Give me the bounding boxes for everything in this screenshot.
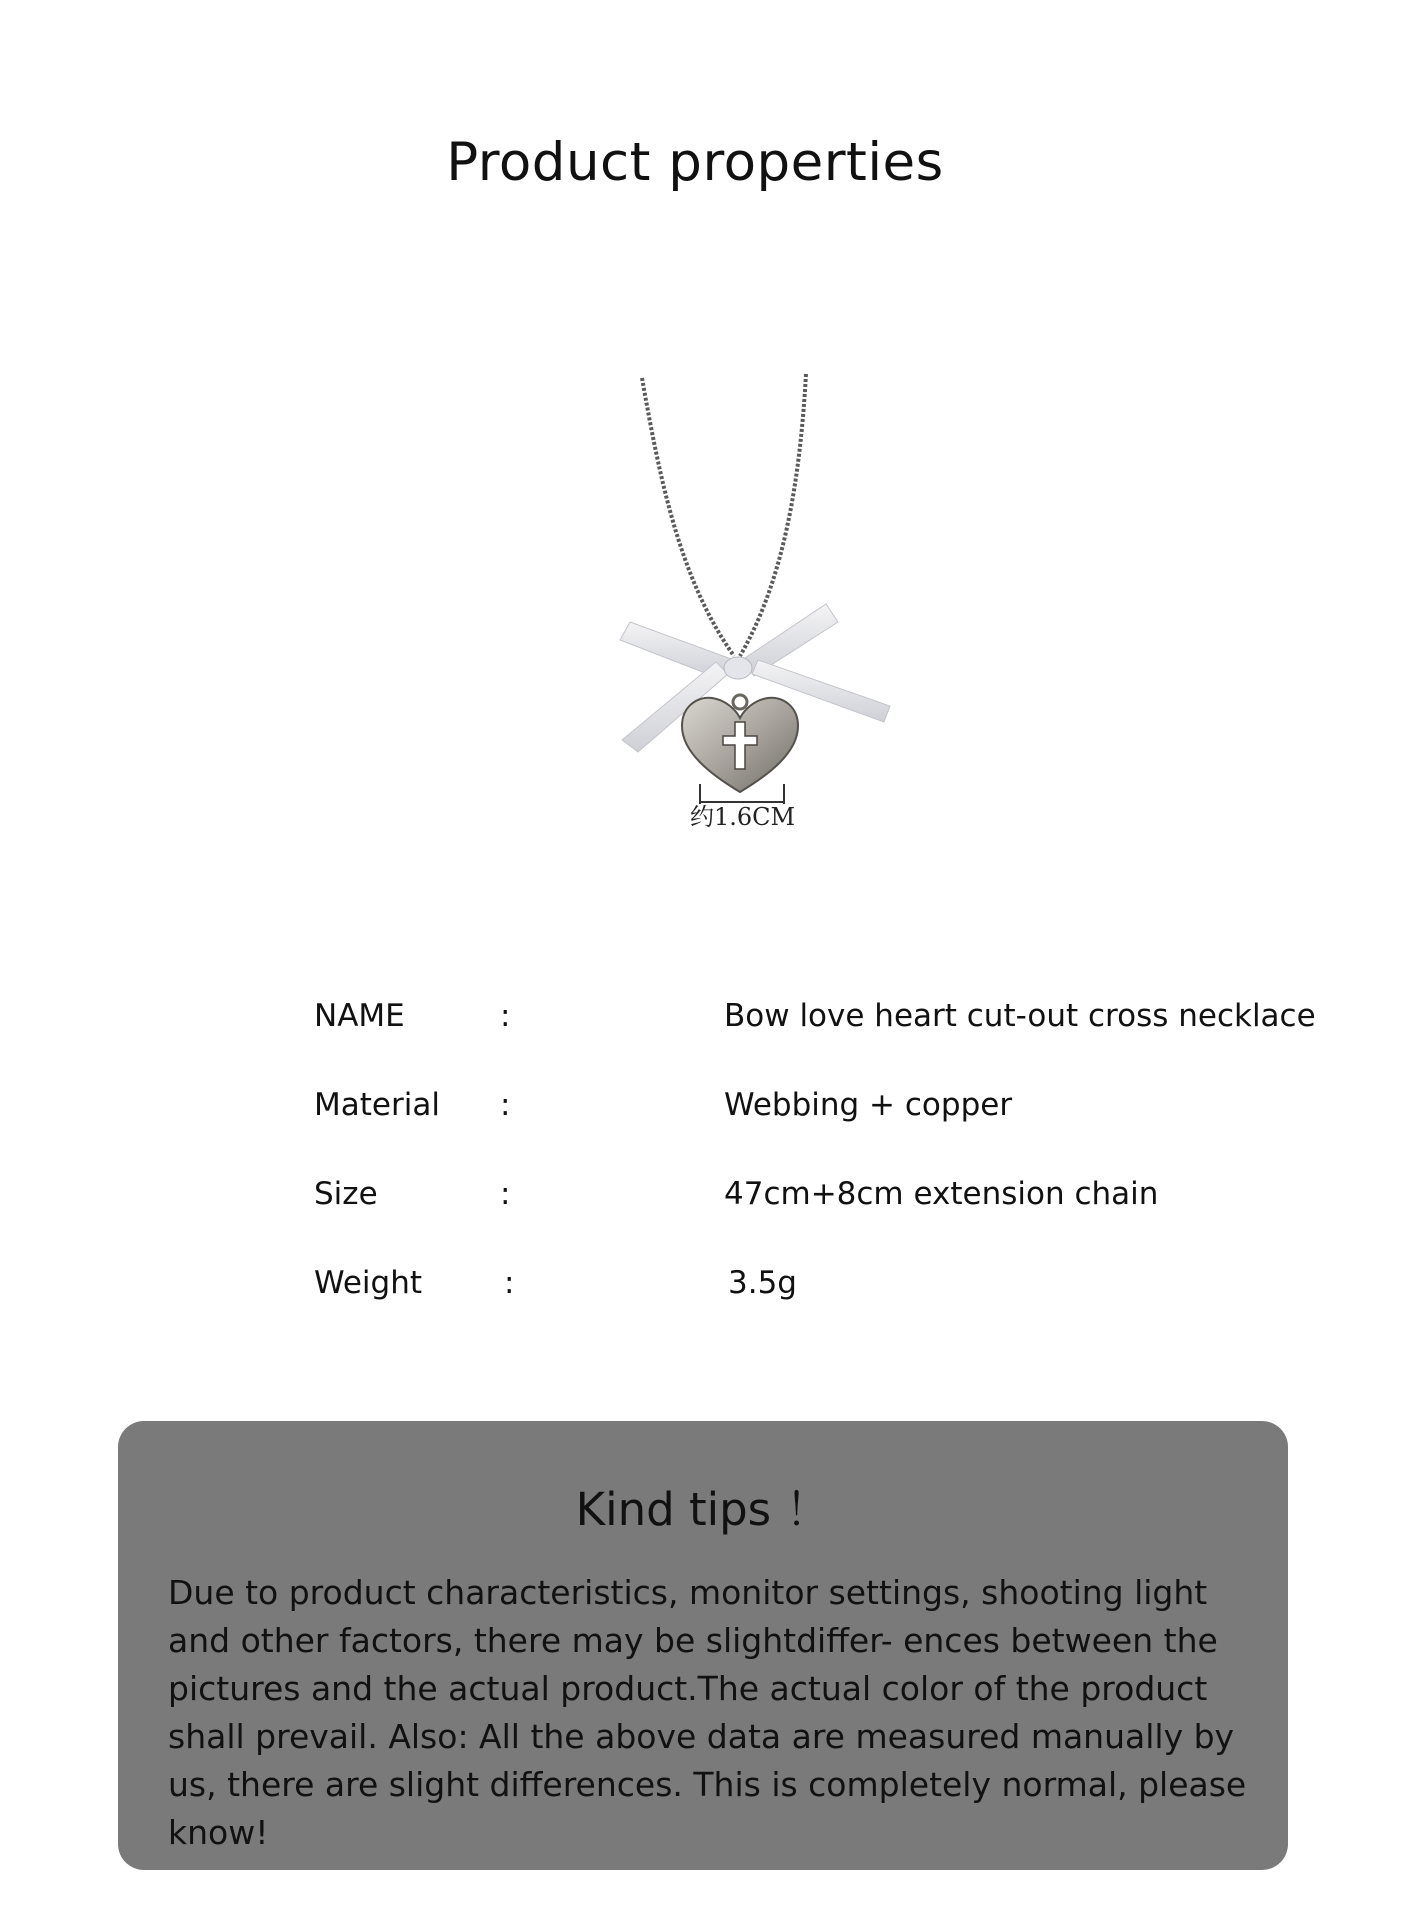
- necklace-product-image: [600, 360, 920, 840]
- heart-pendant: [682, 695, 798, 792]
- property-value: Bow love heart cut-out cross necklace: [724, 998, 1316, 1034]
- property-label: Material: [314, 1087, 440, 1123]
- property-label: Weight: [314, 1265, 423, 1301]
- property-separator: :: [500, 998, 511, 1034]
- property-separator: :: [504, 1265, 515, 1301]
- property-row-weight: [0, 1261, 1421, 1305]
- property-row-material: [0, 1083, 1421, 1127]
- property-separator: :: [500, 1176, 511, 1212]
- property-label: NAME: [314, 998, 405, 1034]
- property-separator: :: [500, 1087, 511, 1123]
- tips-body: Due to product characteristics, monitor settings, shooting light and other factors, there may be slightdiffer- ences between the pictures and the actual product.The actual color of the product shall prevail. Also: All the above data are measured manually by us, there are slight differences. This is completely normal, please know!: [168, 1573, 1247, 1852]
- property-value: Webbing + copper: [724, 1087, 1013, 1123]
- property-label: Size: [314, 1176, 378, 1212]
- property-row-size: [0, 1172, 1421, 1216]
- tips-title: Kind tips ！: [575, 1483, 831, 1536]
- chain: [642, 374, 806, 656]
- property-row-name: [0, 994, 1421, 1038]
- kind-tips-card: [118, 1421, 1288, 1870]
- size-annotation: 约1.6CM: [690, 803, 796, 831]
- property-value: 47cm+8cm extension chain: [724, 1176, 1159, 1212]
- property-value: 3.5g: [728, 1265, 797, 1301]
- page-title: Product properties: [446, 132, 944, 193]
